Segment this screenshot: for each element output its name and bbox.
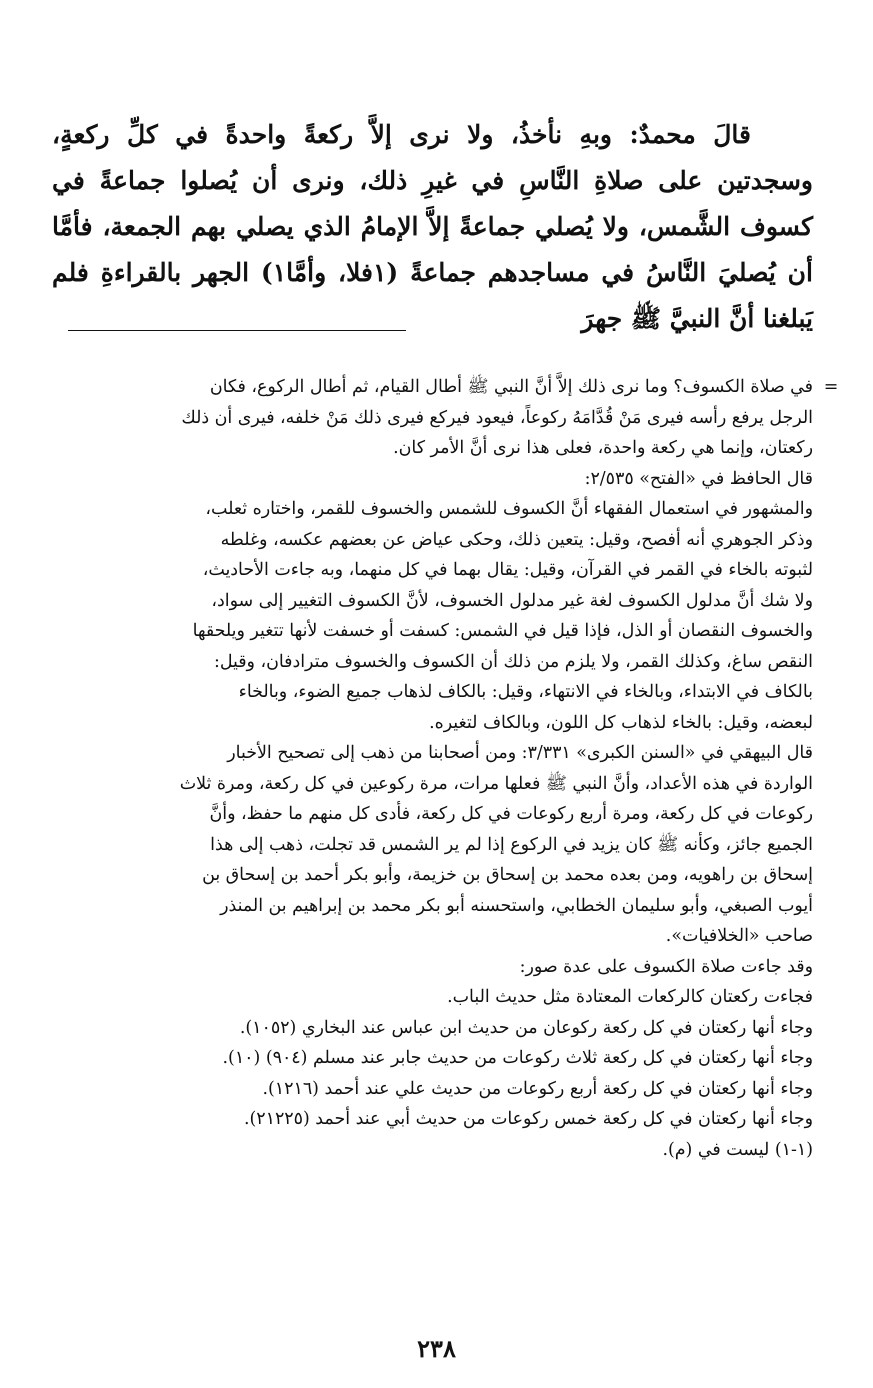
main-text-block [52, 112, 813, 342]
footnote-line: (١-١) ليست في (م). [662, 1139, 813, 1160]
footnote-line: بالكاف في الابتداء، وبالخاء في الانتهاء، وقيل: بالكاف لذهاب جميع الضوء، وبالخاء [238, 682, 813, 702]
footnote-line: ركوعات في كل ركعة، ومرة أربع ركوعات في كل ركعة، فأدى كل منهم ما حفظ، وأنَّ [209, 804, 813, 824]
footnote-line: إسحاق بن راهويه، ومن بعده محمد بن إسحاق بن خزيمة، وأبو بكر أحمد بن إسحاق بن [202, 865, 813, 885]
footnote-line: ولا شك أنَّ مدلول الكسوف لغة غير مدلول الخسوف، لأنَّ الكسوف التغيير إلى سواد، [211, 590, 813, 611]
footnote-line: الرجل يرفع رأسه فيرى مَنْ قُدَّامَهُ ركوعاً، فيعود فيركع فيرى ذلك مَنْ خلفه، فيرى أن ذلك [181, 407, 813, 428]
footnote-line: وجاء أنها ركعتان في كل ركعة ثلاث ركوعات من حديث جابر عند مسلم (٩٠٤) (١٠). [222, 1048, 813, 1068]
footnote-line: والمشهور في استعمال الفقهاء أنَّ الكسوف للشمس والخسوف للقمر، واختاره ثعلب، [205, 499, 813, 519]
footnote-line: وجاء أنها ركعتان في كل ركعة خمس ركوعات من حديث أبي عند أحمد (٢١٢٢٥). [243, 1109, 813, 1129]
footnote-line: وقد جاءت صلاة الكسوف على عدة صور: [519, 956, 813, 977]
footnote-line: وجاء أنها ركعتان في كل ركعة أربع ركوعات من حديث علي عند أحمد (١٢١٦). [262, 1078, 813, 1099]
footnote-line: وجاء أنها ركعتان في كل ركعة ركوعان من حديث ابن عباس عند البخاري (١٠٥٢). [239, 1017, 813, 1038]
footnote-line: صاحب «الخلافيات». [665, 926, 813, 946]
footnote-line: فجاءت ركعتان كالركعات المعتادة مثل حديث الباب. [447, 987, 813, 1007]
footnote-line: الواردة في هذه الأعداد، وأنَّ النبي ﷺ فعلها مرات، مرة ركوعين في كل ركعة، ومرة ثلاث [179, 773, 813, 794]
footnote-line: لبعضه، وقيل: بالخاء لذهاب كل اللون، وبالكاف لتغيره. [429, 712, 813, 733]
footnote-line: والخسوف النقصان أو الذل، فإذا قيل في الشمس: كسفت أو خسفت لأنها تتغير ويلحقها [192, 621, 813, 641]
footnotes-block [58, 372, 839, 1165]
footnote-separator [68, 330, 406, 331]
footnote-line: قال البيهقي في «السنن الكبرى» ٣/٣٣١: ومن أصحابنا من ذهب إلى تصحيح الأخبار [227, 743, 813, 763]
page-number: ٢٣٨ [417, 1334, 456, 1363]
footnote-line: النقص ساغ، وكذلك القمر، ولا يلزم من ذلك أن الكسوف والخسوف مترادفان، وقيل: [213, 651, 813, 672]
footnote-line: ركعتان، وإنما هي ركعة واحدة، فعلى هذا نرى أنَّ الأمر كان. [393, 438, 813, 458]
footnote-line: قال الحافظ في «الفتح» ٢/٥٣٥: [584, 468, 813, 489]
main-paragraph: قالَ محمدٌ: وبهِ نأخذُ، ولا نرى إلاَّ ركعةً واحدةً في كلِّ ركعةٍ، وسجدتين على صلاةِ النَّاسِ في غيرِ ذلك، ونرى أن يُصلوا جماعةً في كسوف الشَّمس، ولا يُصلي جماعةً إلاَّ الإمامُ الذي يصلي بهم الجمعة، فأمَّا أن يُصليَ النَّاسُ في مساجدهم جماعةً (١فلا، وأمَّا١) الجهر بالقراءةِ فلم يَبلغنا أنَّ النبيَّ ﷺ جهرَ [52, 120, 813, 333]
footnote-line: أيوب الصبغي، وأبو سليمان الخطابي، واستحسنه أبو بكر محمد بن إبراهيم بن المنذر [220, 895, 813, 916]
footnote-line: وذكر الجوهري أنه أفصح، وقيل: يتعين ذلك، وحكى عياض عن بعضهم عكسه، وغلطه [220, 529, 813, 550]
footnote-line: في صلاة الكسوف؟ وما نرى ذلك إلاَّ أنَّ النبي ﷺ أطال القيام، ثم أطال الركوع، فكان [209, 377, 813, 397]
footnote-line: لثبوته بالخاء في القمر في القرآن، وقيل: يقال بهما في كل منهما، وبه جاءت الأحاديث، [202, 560, 813, 580]
footnote-line: الجميع جائز، وكأنه ﷺ كان يزيد في الركوع إذا لم ير الشمس قد تجلت، ذهب إلى هذا [210, 834, 813, 855]
footnote-continuation-mark: = [823, 377, 839, 397]
